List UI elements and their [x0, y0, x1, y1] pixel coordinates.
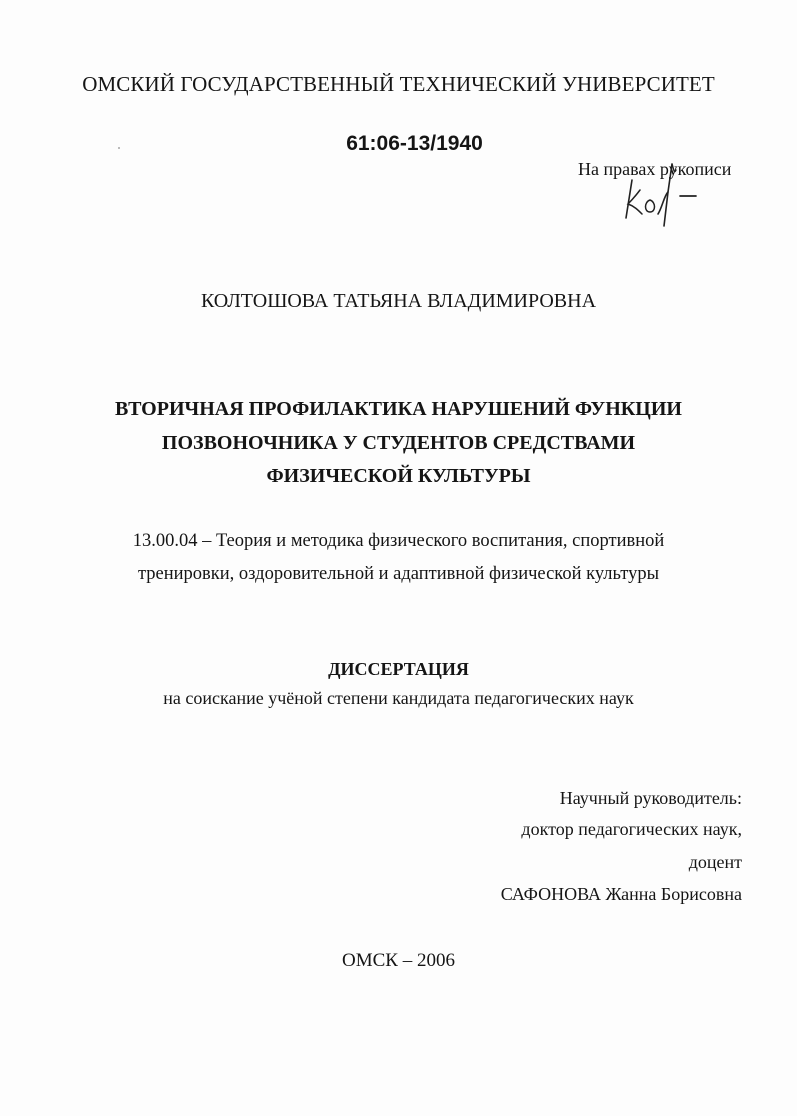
specialty-line-1: 13.00.04 – Теория и методика физического воспитания, спортивной	[132, 531, 665, 551]
supervisor-name: САФОНОВА Жанна Борисовна	[500, 884, 742, 904]
handwritten-signature	[618, 160, 708, 230]
supervisor-label: Научный руководитель:	[559, 788, 742, 808]
city-year: ОМСК – 2006	[342, 950, 455, 971]
title-line-1: ВТОРИЧНАЯ ПРОФИЛАКТИКА НАРУШЕНИЙ ФУНКЦИИ	[115, 398, 682, 420]
title-line-2: ПОЗВОНОЧНИКА У СТУДЕНТОВ СРЕДСТВАМИ	[161, 432, 636, 454]
author-name: КОЛТОШОВА ТАТЬЯНА ВЛАДИМИРОВНА	[200, 290, 597, 312]
title-line-3: ФИЗИЧЕСКОЙ КУЛЬТУРЫ	[266, 465, 531, 487]
document-type: ДИССЕРТАЦИЯ	[328, 659, 469, 679]
university-name: ОМСКИЙ ГОСУДАРСТВЕННЫЙ ТЕХНИЧЕСКИЙ УНИВЕРСИТЕТ	[82, 72, 715, 96]
supervisor-degree: доктор педагогических наук,	[521, 819, 742, 839]
scan-speck	[118, 147, 120, 149]
specialty-line-2: тренировки, оздоровительной и адаптивной физической культуры	[137, 564, 660, 584]
degree-statement: на соискание учёной степени кандидата педагогических наук	[163, 688, 634, 708]
supervisor-rank: доцент	[688, 852, 742, 872]
rights-note: На правах рукописи	[578, 159, 732, 179]
catalog-number: 61:06-13/1940	[346, 132, 483, 155]
